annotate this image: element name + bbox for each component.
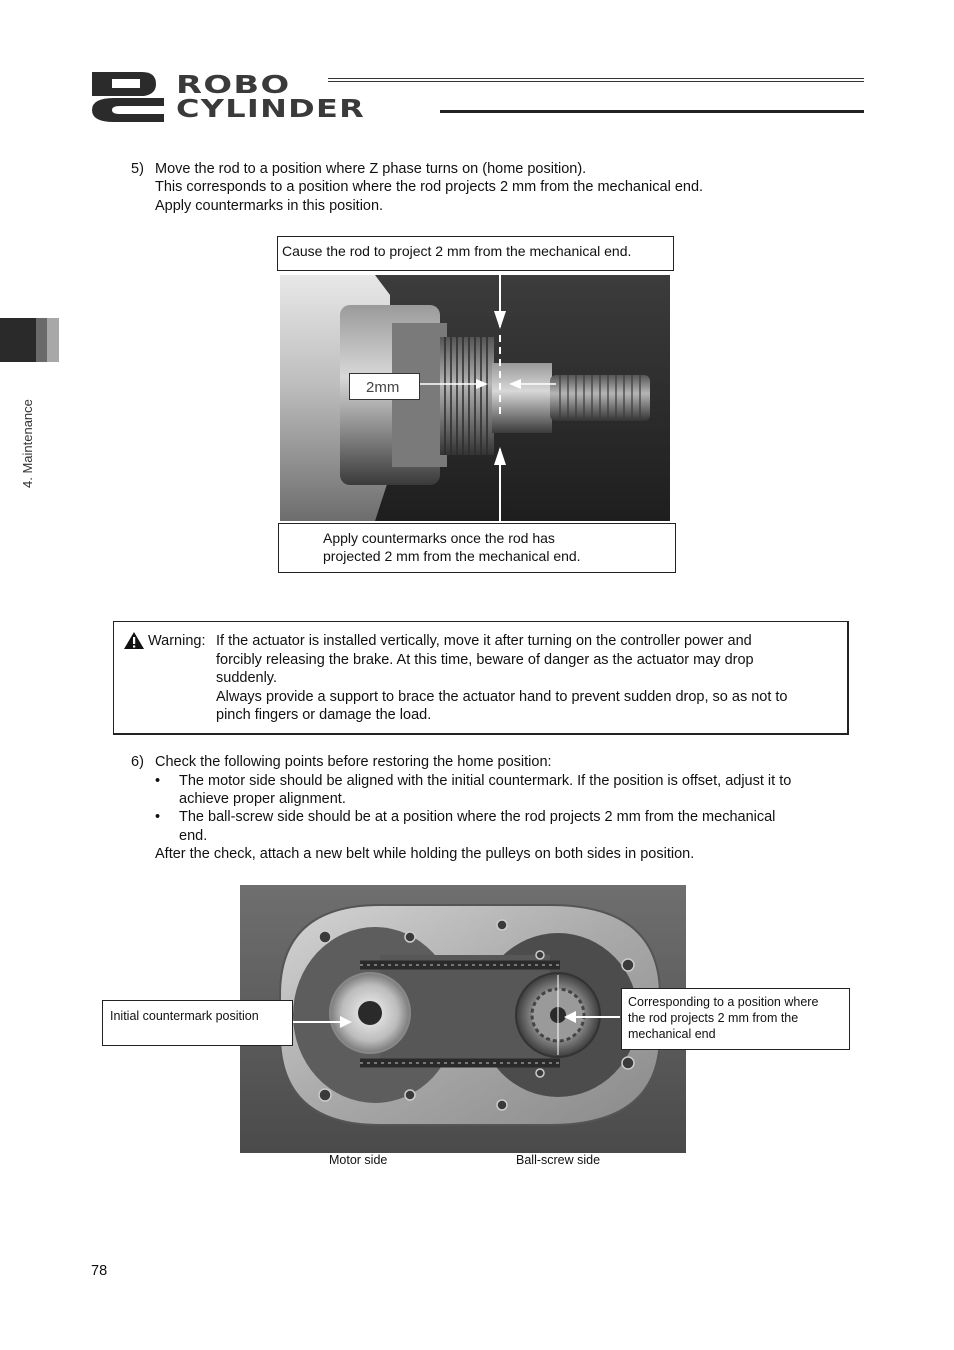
caption-ballscrew-side: Ball-screw side (516, 1153, 601, 1167)
warning-line2: forcibly releasing the brake. At this time, beware of danger as the actuator may drop (216, 652, 754, 668)
warning-triangle-icon (123, 631, 145, 650)
callout-ballscrew-position: Corresponding to a position where the rod projects 2 mm from the mechanical end (621, 988, 850, 1050)
brand-cylinder: CYLINDER (176, 94, 366, 123)
rod-photo (280, 275, 670, 521)
bullet2-marker: • (155, 809, 161, 825)
warning-label: Warning: (148, 633, 206, 649)
header-rule-thick (440, 110, 864, 113)
step5-number: 5) (131, 161, 144, 177)
pulley-photo-illustration (240, 885, 686, 1153)
callout-initial-countermark: Initial countermark position (102, 1000, 293, 1046)
page-number: 78 (91, 1263, 108, 1279)
warning-line3: suddenly. (216, 670, 277, 686)
bullet1-line1: The motor side should be aligned with the initial countermark. If the position is offset, adjust it to (179, 773, 792, 789)
step6-intro: Check the following points before restoring the home position: (155, 754, 552, 770)
step5-line3: Apply countermarks in this position. (155, 198, 384, 214)
header-rule-thin-2 (328, 81, 864, 82)
dimension-label: 2mm (349, 373, 420, 400)
rod-photo-illustration (280, 275, 670, 521)
bullet2-line2: end. (179, 828, 208, 844)
side-tab-marker-mid (36, 318, 47, 362)
brand-robo: ROBO (176, 70, 291, 99)
warning-line4: Always provide a support to brace the actuator hand to prevent sudden drop, so as not to (216, 689, 788, 705)
warning-box (113, 621, 849, 735)
bullet2-line1: The ball-screw side should be at a position where the rod projects 2 mm from the mechanical (179, 809, 776, 825)
side-tab-label: 4. Maintenance (20, 399, 35, 488)
side-tab-marker (0, 318, 36, 362)
warning-line1: If the actuator is installed vertically, move it after turning on the controller power and (216, 633, 752, 649)
caption-motor-side: Motor side (329, 1153, 388, 1167)
bullet1-line2: achieve proper alignment. (179, 791, 346, 807)
bullet1-marker: • (155, 773, 161, 789)
step5-line2: This corresponds to a position where the rod projects 2 mm from the mechanical end. (155, 179, 704, 195)
header-rule-thin-1 (328, 78, 864, 79)
pulley-photo (240, 885, 686, 1153)
warning-line5: pinch fingers or damage the load. (216, 707, 432, 723)
rc-logo-icon (90, 70, 170, 124)
callout-top: Cause the rod to project 2 mm from the mechanical end. (277, 236, 674, 271)
callout-bottom: Apply countermarks once the rod has projected 2 mm from the mechanical end. (278, 523, 676, 573)
step6-number: 6) (131, 754, 144, 770)
step5-line1: Move the rod to a position where Z phase turns on (home position). (155, 161, 587, 177)
step6-closing: After the check, attach a new belt while holding the pulleys on both sides in position. (155, 846, 695, 862)
side-tab-marker-light (47, 318, 59, 362)
